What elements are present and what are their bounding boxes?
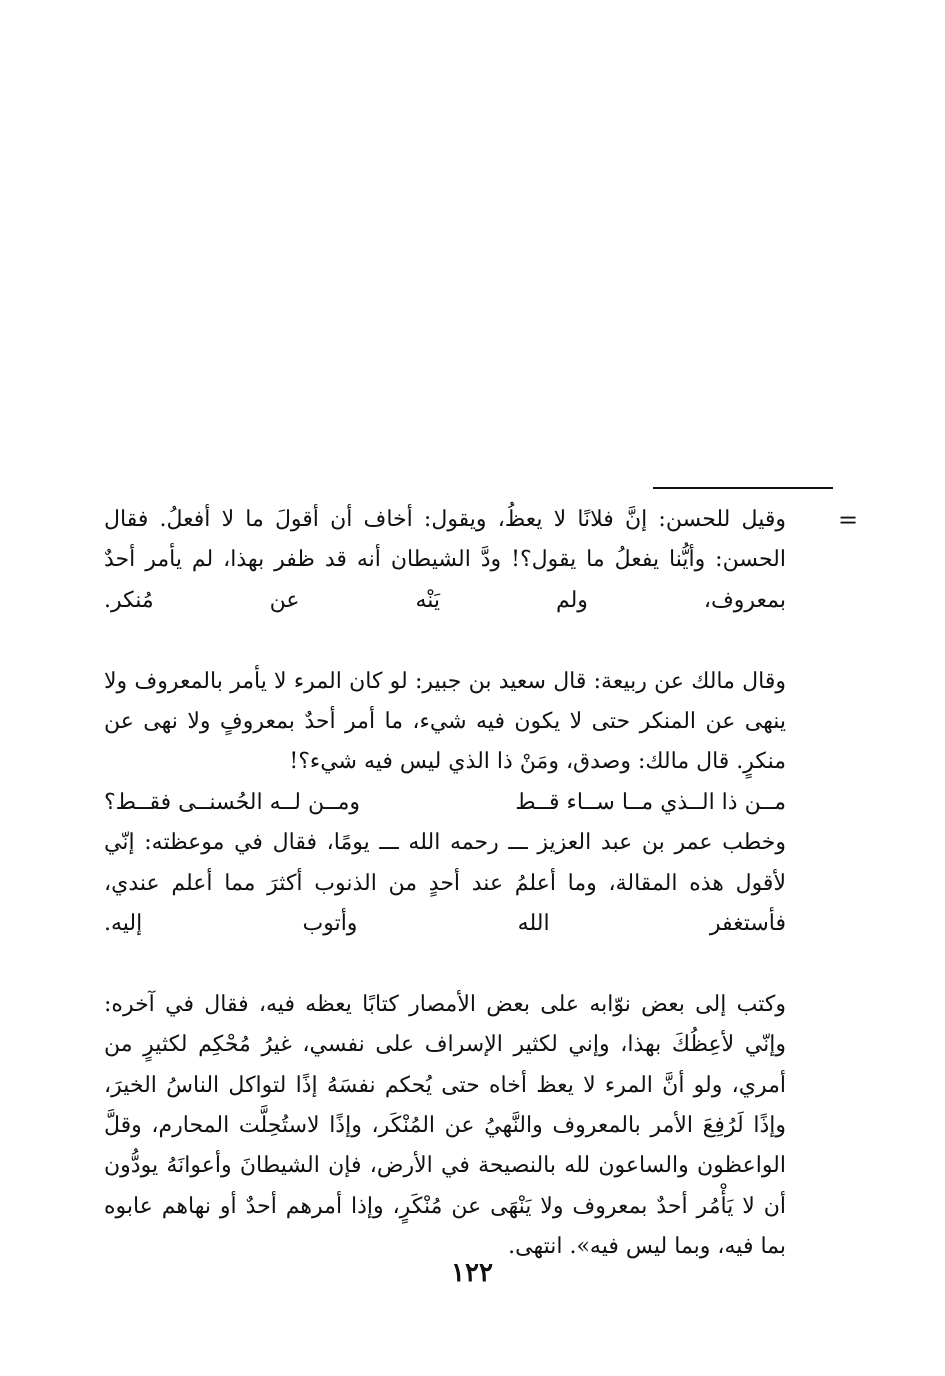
footnote-paragraph-malik: وقال مالك عن ربيعة: قال سعيد بن جبير: لو كان المرء لا يأمر بالمعروف ولا ينهى عن المنكر حتى لا يكون فيه شيء، ما أمر أحدٌ بمعروفٍ ولا نهى عن منكرٍ. قال مالك: وصدق، ومَنْ ذا الذي ليس فيه شيء؟!: [104, 668, 786, 775]
verse-second-hemistich: ومــن لــه الحُسنــى فقــط؟: [104, 789, 361, 815]
footnote-paragraph-hasan: وقيل للحسن: إنَّ فلانًا لا يعظُ، ويقول: أخاف أن أقولَ ما لا أفعلُ. فقال الحسن: وأيُّنا يفعلُ ما يقول؟! ودَّ الشيطان أنه قد ظفر بهذا، لم يأمر أحدٌ بمعروف، ولم يَنْه عن مُنكر.: [104, 507, 786, 613]
footnote-paragraph-umar-letter: وكتب إلى بعض نوّابه على بعض الأمصار كتابًا يعظه فيه، فقال في آخره: وإنّي لأعِظُكَ بهذا، وإني لكثير الإسراف على نفسي، غيرُ مُحْكِم لكثيرٍ من أمري، ولو أنَّ المرء لا يعظ أخاه حتى يُحكم نفسَهُ إذًا لتواكل الناسُ الخيرَ، وإذًا لَرُفِعَ الأمر بالمعروف والنَّهيُ عن المُنْكَر، وإذًا لاستُحِلَّت المحارم، وقلَّ الواعظون والساعون لله بالنصيحة في الأرض، فإن الشيطانَ وأعوانَهُ يودُّون أن لا يَأْمُر أحدٌ بمعروف ولا يَنْهَى عن مُنْكَرٍ، وإذا أمرهم أحدٌ أو نهاهم عابوه بما فيه، وبما ليس فيه». انتهى.: [104, 991, 786, 1260]
footnote-separator-rule: [653, 487, 833, 489]
poetry-verse: [104, 783, 786, 823]
footnote-paragraph-umar-sermon: وخطب عمر بن عبد العزيز ـــ رحمه الله ـــ يومًا، فقال في موعظته: إنّي لأقول هذه المقالة، وما أعلمُ عند أحدٍ من الذنوب أكثرَ مما أعلم عندي، فأستغفر الله وأتوب إليه.: [104, 830, 786, 937]
page-number: ١٢٢: [451, 1258, 493, 1288]
verse-first-hemistich: مــن ذا الــذي مــا ســاء قــط: [515, 789, 786, 815]
footnote-continuation-marker: =: [838, 506, 859, 534]
footnote-text: [104, 500, 786, 1268]
